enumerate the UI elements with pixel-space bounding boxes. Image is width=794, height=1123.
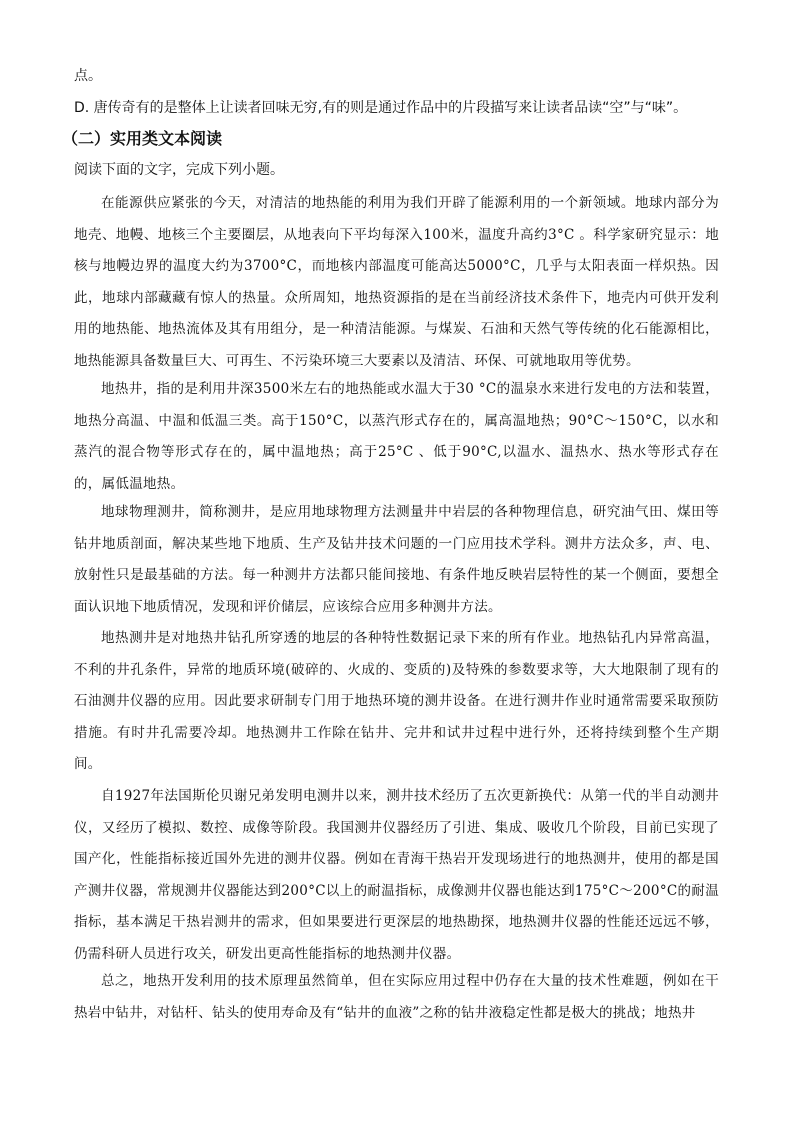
paragraph-1: 在能源供应紧张的今天，对清洁的地热能的利用为我们开辟了能源利用的一个新领域。地球内部分为地壳、地幔、地核三个主要圈层，从地表向下平均每深入100米，温度升高约3°C 。科学家研究显示：地核与地幔边界的温度大约为3700°C，而地核内部温度可能高达5000°C，几乎与太阳表面一样炽热。因此，地球内部藏藏有惊人的热量。众所周知，地热资源指的是在当前经济技术条件下，地壳内可供开发利用的地热能、地热流体及其有用组分，是一种清洁能源。与煤炭、石油和天然气等传统的化石能源相比，地热能源具备数量巨大、可再生、不污染环境三大要素以及清洁、环保、可就地取用等优势。 [74, 195, 719, 369]
paragraph-2: 地热井，指的是利用井深3500米左右的地热能或水温大于30 °C的温泉水来进行发电的方法和装置，地热分高温、中温和低温三类。高于150°C，以蒸汽形式存在的，属高温地热；90°C～150°C，以水和蒸汽的混合物等形式存在的，属中温地热；高于25°C 、低于90°C,以温水、温热水、热水等形式存在的，属低温地热。 [74, 381, 719, 492]
paragraph-6: 总之，地热开发利用的技术原理虽然简单，但在实际应用过程中仍存在大量的技术性难题，例如在干热岩中钻井，对钻杆、钻头的使用寿命及有“钻井的血液”之称的钻井液稳定性都是极大的挑战；地热井 [74, 973, 719, 1021]
paragraph-3: 地球物理测井，简称测井，是应用地球物理方法测量井中岩层的各种物理信息，研究油气田、煤田等钻井地质剖面，解决某些地下地质、生产及钻井技术问题的一门应用技术学科。测井方法众多，声、电、放射性只是最基础的方法。每一种测井方法都只能间接地、有条件地反映岩层特性的某一个侧面，要想全面认识地下地质情况，发现和评价储层，应该综合应用多种测井方法。 [74, 504, 719, 615]
section-instruction: 阅读下面的文字，完成下列小题。 [74, 162, 284, 178]
option-d: D. 唐传奇有的是整体上让读者回味无穷,有的则是通过作品中的片段描写来让读者品读“空”与“味”。 [74, 100, 688, 116]
paragraph-5: 自1927年法国斯伦贝谢兄弟发明电测井以来，测井技术经历了五次更新换代：从第一代的半自动测井仪，又经历了模拟、数控、成像等阶段。我国测井仪器经历了引进、集成、吸收几个阶段，目前已实现了国产化，性能指标接近国外先进的测井仪器。例如在青海干热岩开发现场进行的地热测井，使用的都是国产测井仪器，常规测井仪器能达到200°C以上的耐温指标，成像测井仪器也能达到175°C～200°C的耐温指标，基本满足干热岩测井的需求，但如果要进行更深层的地热勘探，地热测井仪器的性能还远远不够，仍需科研人员进行攻关，研发出更高性能指标的地热测井仪器。 [74, 788, 719, 962]
paragraph-4: 地热测井是对地热井钻孔所穿透的地层的各种特性数据记录下来的所有作业。地热钻孔内异常高温，不利的井孔条件，异常的地质环境(破碎的、火成的、变质的)及特殊的参数要求等，大大地限制了现有的石油测井仪器的应用。因此要求研制专门用于地热环境的测井设备。在进行测井作业时通常需要采取预防措施。有时井孔需要冷却。地热测井工作除在钻井、完井和试井过程中进行外，还将持续到整个生产期间。 [74, 630, 719, 772]
previous-tail-line: 点。 [74, 68, 102, 84]
section-title: （二）实用类文本阅读 [62, 129, 223, 148]
